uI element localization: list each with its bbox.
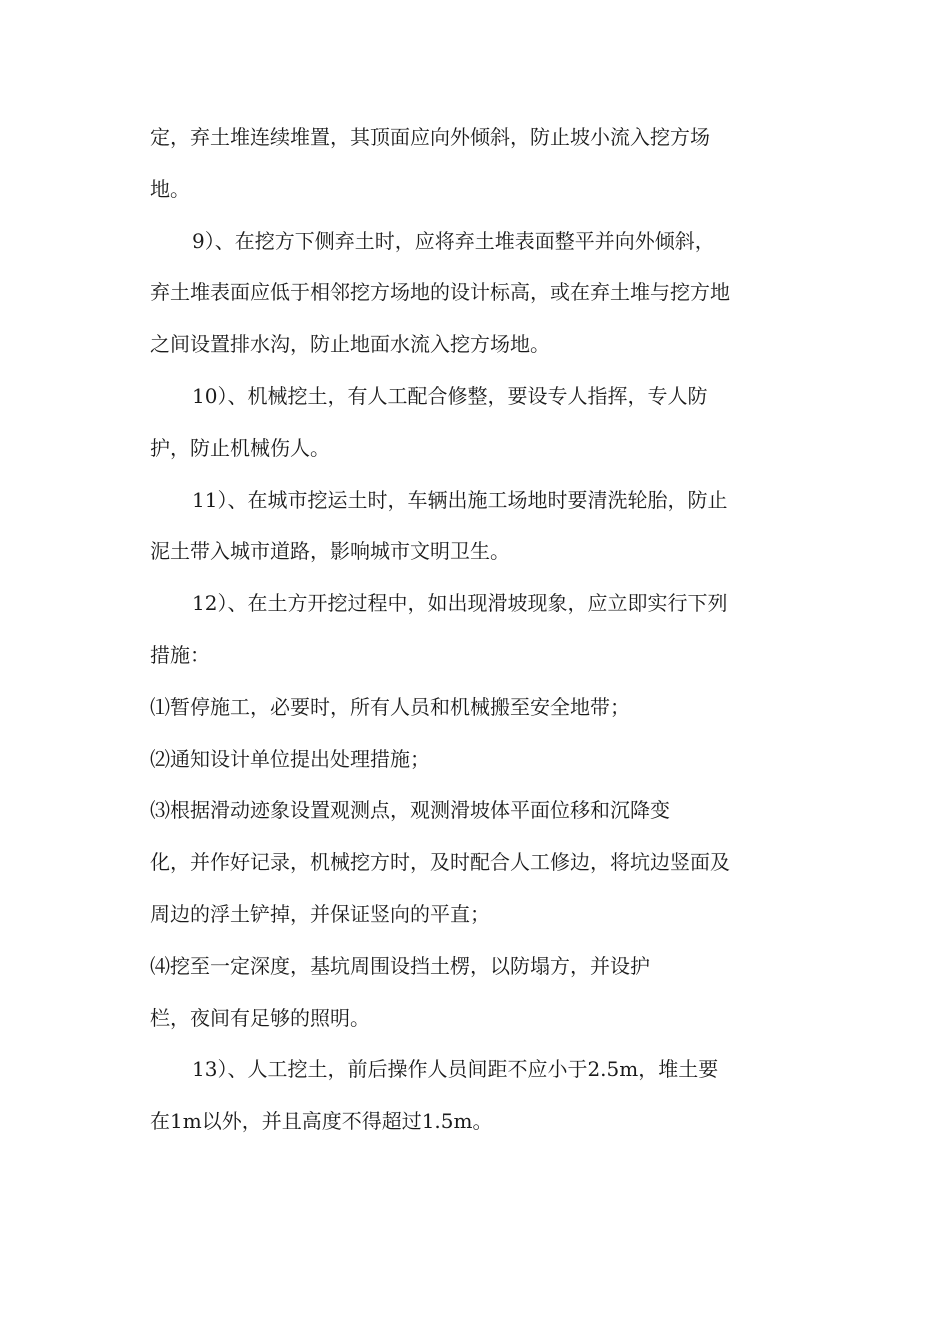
text-line: 定，弃土堆连续堆置，其顶面应向外倾斜，防止坡小流入挖方场 (150, 125, 710, 149)
text-line: 泥土带入城市道路，影响城市文明卫生。 (150, 539, 510, 564)
text-line: 11）、在城市挖运土时，车辆出施工场地时要清洗轮胎，防止 (192, 487, 728, 512)
text-line: ⑶根据滑动迹象设置观测点，观测滑坡体平面位移和沉降变 (150, 798, 670, 823)
text-line: 13）、人工挖土，前后操作人员间距不应小于2.5m，堆土要 (192, 1057, 719, 1082)
document-body (150, 112, 802, 1148)
text-line: 弃土堆表面应低于相邻挖方场地的设计标高，或在弃土堆与挖方地 (150, 280, 730, 305)
text-line: 护，防止机械伤人。 (150, 435, 330, 460)
text-line: 9）、在挖方下侧弃土时，应将弃土堆表面整平并向外倾斜， (192, 228, 715, 253)
text-line: 地。 (150, 176, 190, 201)
text-line: 在1m以外，并且高度不得超过1.5m。 (150, 1109, 493, 1134)
text-line: 12）、在土方开挖过程中，如出现滑坡现象，应立即实行下列 (192, 591, 728, 616)
text-line: 周边的浮土铲掉，并保证竖向的平直； (150, 901, 490, 926)
text-line: 栏，夜间有足够的照明。 (150, 1005, 370, 1030)
text-line: 10）、机械挖土，有人工配合修整，要设专人指挥，专人防 (192, 383, 708, 408)
text-line: 措施： (150, 642, 210, 667)
text-line: 之间设置排水沟，防止地面水流入挖方场地。 (150, 332, 550, 357)
text-line: ⑵通知设计单位提出处理措施； (150, 746, 430, 771)
text-line: ⑷挖至一定深度，基坑周围设挡土楞，以防塌方，并设护 (150, 953, 650, 978)
text-line: 化，并作好记录，机械挖方时，及时配合人工修边，将坑边竖面及 (150, 850, 730, 875)
text-line: ⑴暂停施工，必要时，所有人员和机械搬至安全地带； (150, 694, 630, 719)
